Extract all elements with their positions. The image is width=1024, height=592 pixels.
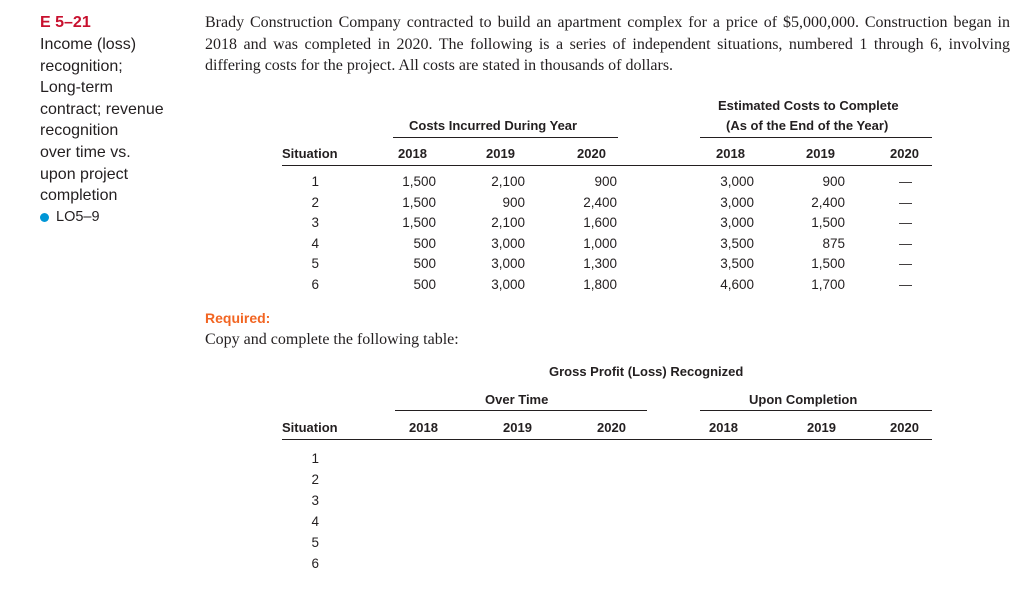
column-header-2019: 2019	[807, 420, 836, 435]
margin-line: completion	[40, 187, 118, 205]
table-cell: —	[899, 215, 912, 230]
situation-number: 2	[311, 472, 319, 487]
table-cell: 3,000	[491, 235, 525, 251]
column-header-situation: Situation	[282, 146, 338, 161]
situation-number: 5	[311, 535, 319, 550]
table-cell: 3,500	[720, 256, 754, 271]
margin-line: upon project	[40, 165, 129, 183]
table-cell: 500	[413, 235, 436, 251]
learning-objective-label: LO5–9	[56, 208, 100, 225]
situation-number: 1	[311, 451, 319, 466]
column-header-2020: 2020	[890, 146, 919, 161]
required-text: Copy and complete the following table:	[205, 331, 459, 348]
margin-line: over time vs.	[40, 143, 131, 161]
column-header-situation: Situation	[282, 420, 338, 435]
costs-incurred-header: Costs Incurred During Year	[409, 118, 578, 133]
learning-objective	[40, 207, 200, 228]
table-cell: 900	[594, 174, 617, 189]
column-header-2019: 2019	[486, 146, 515, 161]
over-time-header: Over Time	[485, 392, 549, 407]
situation-number: 5	[311, 256, 319, 271]
column-header-2018: 2018	[398, 146, 427, 161]
exercise-number: E 5–21	[40, 14, 91, 31]
table-cell: 2,400	[811, 194, 845, 210]
table-cell: 3,000	[720, 215, 754, 230]
divider	[282, 439, 932, 440]
column-header-2020: 2020	[890, 420, 919, 435]
column-header-2019: 2019	[503, 420, 532, 435]
margin-line: recognition	[40, 122, 119, 140]
margin-line: contract; revenue	[40, 100, 164, 118]
table-cell: —	[899, 194, 912, 210]
divider	[700, 137, 932, 138]
upon-completion-header: Upon Completion	[749, 392, 858, 407]
table-cell: 1,000	[583, 235, 617, 251]
margin-line: Income (loss)	[40, 36, 137, 53]
table-cell: 1,600	[583, 215, 617, 230]
table-cell: 500	[413, 276, 436, 292]
table-cell: 1,500	[402, 215, 436, 230]
table-cell: 2,400	[583, 194, 617, 210]
margin-line: recognition;	[40, 57, 123, 75]
divider	[282, 165, 932, 166]
situation-number: 4	[311, 235, 319, 251]
table-cell: 3,000	[491, 276, 525, 292]
table-cell: 1,700	[811, 276, 845, 292]
table-cell: 1,500	[811, 256, 845, 271]
column-header-2018: 2018	[709, 420, 738, 435]
table-cell: 3,000	[720, 194, 754, 210]
intro-paragraph: Brady Construction Company contracted to build an apartment complex for a price of $5,000,000. Construction began in 2018 and was completed in 2020. The following is a series of independent situations, numbered 1 through 6, involving differing costs for the project. All costs are stated in thousands of dollars.	[205, 14, 1010, 74]
column-header-2018: 2018	[409, 420, 438, 435]
table-cell: 900	[822, 174, 845, 189]
table-cell: 500	[413, 256, 436, 271]
situation-number: 6	[311, 276, 319, 292]
table-cell: 1,800	[583, 276, 617, 292]
table-cell: 3,000	[720, 174, 754, 189]
bullet-dot-icon	[40, 213, 49, 222]
estimated-costs-header: Estimated Costs to Complete	[718, 98, 899, 113]
table-cell: 900	[502, 194, 525, 210]
table-cell: 875	[822, 235, 845, 251]
situation-number: 4	[311, 514, 319, 529]
column-header-2018: 2018	[716, 146, 745, 161]
situation-number: 2	[311, 194, 319, 210]
column-header-2020: 2020	[597, 420, 626, 435]
table-cell: —	[899, 235, 912, 251]
table-cell: —	[899, 276, 912, 292]
table-cell: 2,100	[491, 174, 525, 189]
exercise-margin	[40, 12, 200, 228]
table-cell: 1,500	[402, 194, 436, 210]
table-cell: 1,500	[402, 174, 436, 189]
divider	[393, 137, 618, 138]
required-label: Required:	[205, 310, 271, 326]
divider	[700, 410, 932, 411]
table-cell: 3,000	[491, 256, 525, 271]
situation-number: 1	[311, 174, 319, 189]
table-cell: 4,600	[720, 276, 754, 292]
estimated-costs-subheader: (As of the End of the Year)	[726, 118, 889, 133]
gross-profit-title: Gross Profit (Loss) Recognized	[549, 364, 744, 379]
situation-number: 3	[311, 493, 319, 508]
table-cell: —	[899, 256, 912, 271]
margin-line: Long-term	[40, 79, 113, 97]
table-cell: 1,300	[583, 256, 617, 271]
situation-number: 3	[311, 215, 319, 230]
column-header-2019: 2019	[806, 146, 835, 161]
table-cell: —	[899, 174, 912, 189]
table-cell: 1,500	[811, 215, 845, 230]
situation-number: 6	[311, 556, 319, 571]
divider	[395, 410, 647, 411]
table-cell: 3,500	[720, 235, 754, 251]
table-cell: 2,100	[491, 215, 525, 230]
column-header-2020: 2020	[577, 146, 606, 161]
